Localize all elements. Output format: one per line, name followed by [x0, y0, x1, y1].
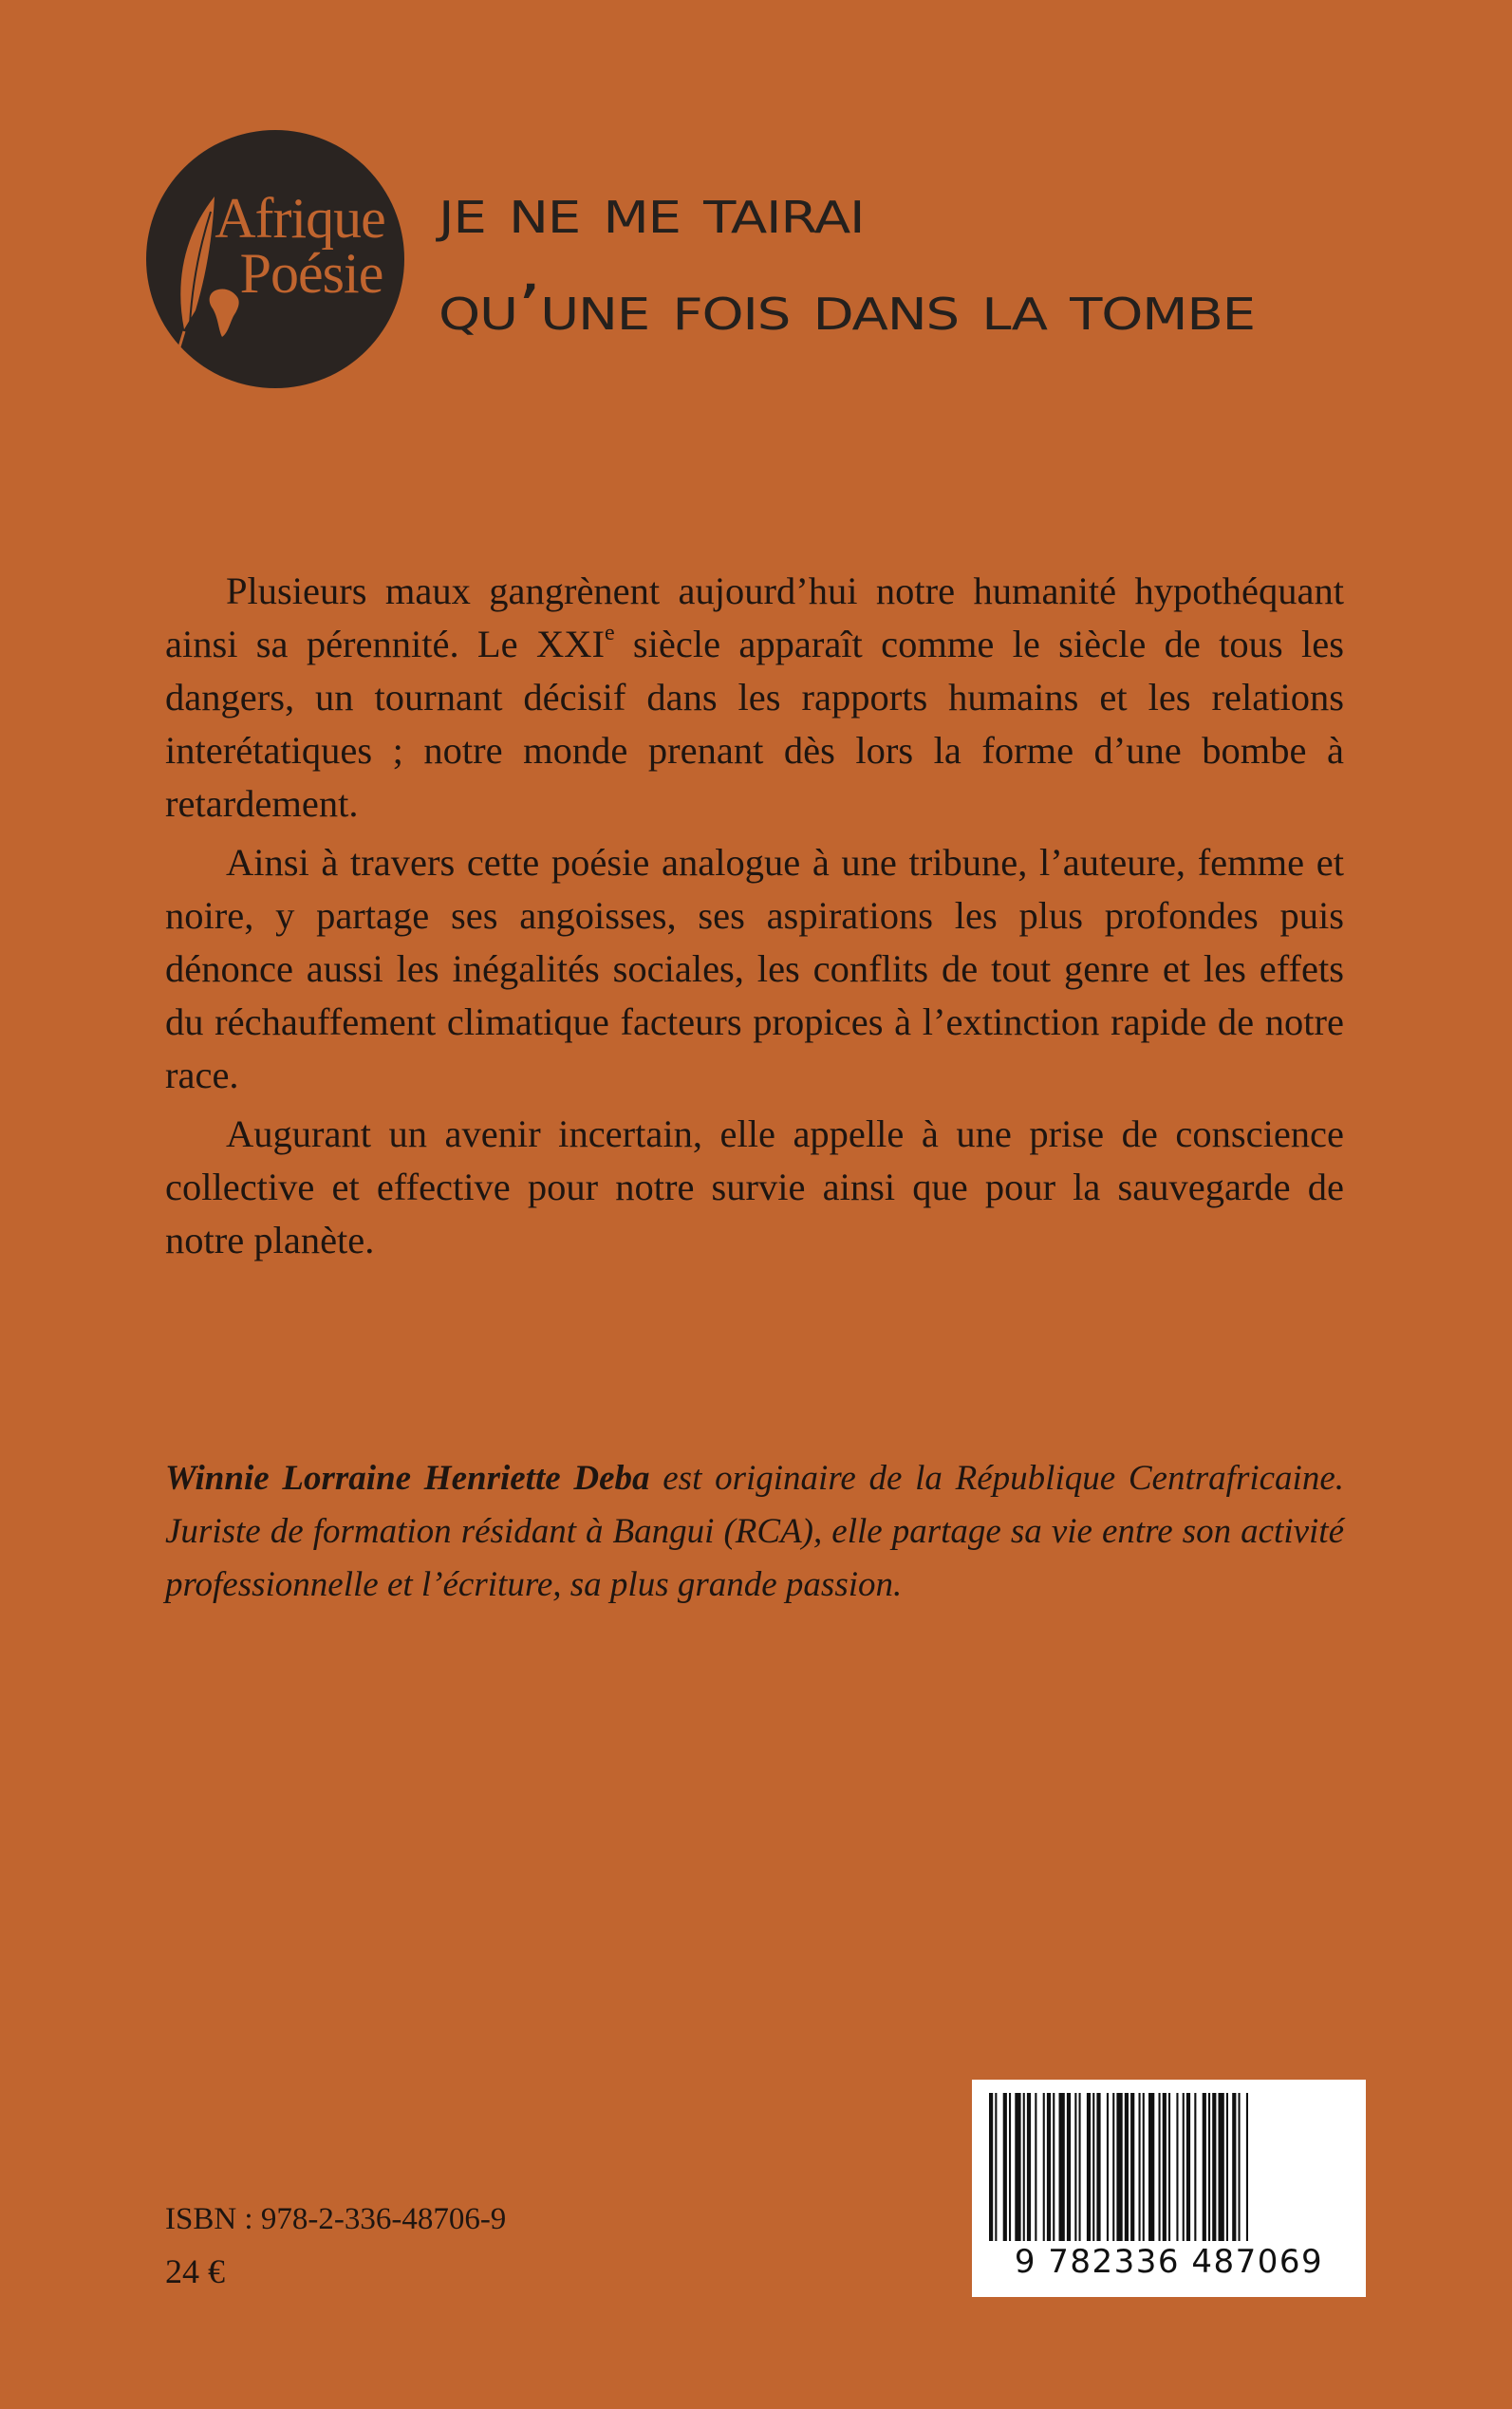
barcode-bar: [1246, 2093, 1248, 2241]
blurb-paragraph-3: Augurant un avenir incertain, elle appelle à une prise de conscience collective et effective pour notre survie ainsi que pour la sauvegarde de notre planète.: [165, 1112, 1344, 1261]
barcode: [972, 2080, 1366, 2297]
publisher-logo: [146, 130, 404, 388]
price: 24 €: [165, 2252, 225, 2290]
book-title: [439, 163, 1512, 357]
barcode-bar: [1130, 2093, 1134, 2241]
barcode-bar: [1047, 2093, 1051, 2241]
blurb-paragraph-1: [165, 565, 1344, 831]
barcode-bar: [1239, 2093, 1241, 2241]
barcode-bar: [1168, 2093, 1170, 2241]
barcode-bar: [1186, 2093, 1190, 2241]
barcode-bar: [1112, 2093, 1114, 2241]
barcode-bar: [1027, 2093, 1031, 2241]
blurb-p1-start: Plusieurs maux gangrènent aujourd’hui notre humanité hypothéquant ainsi sa pérennité. Le XXI: [165, 570, 1344, 665]
blurb-p1-end: siècle apparaît comme le siècle de tous les dangers, un tournant décisif dans les rapports humains et les relations interétatiques ; notre monde prenant dès lors la forme d’une bombe à retardement.: [165, 623, 1344, 825]
barcode-bar: [1183, 2093, 1185, 2241]
barcode-bar: [1226, 2093, 1228, 2241]
barcode-bar: [1116, 2093, 1122, 2241]
barcode-bar: [1053, 2093, 1055, 2241]
century-superscript: e: [604, 621, 615, 645]
barcode-bar: [1148, 2093, 1154, 2241]
barcode-digits: 9 782336 487069: [1014, 2243, 1324, 2281]
barcode-bar: [1023, 2093, 1025, 2241]
barcode-bar: [1159, 2093, 1161, 2241]
author-name: Winnie Lorraine Henriette Deba: [165, 1459, 650, 1498]
barcode-bar: [1096, 2093, 1100, 2241]
barcode-bar: [1079, 2093, 1081, 2241]
blurb-paragraph-2: Ainsi à travers cette poésie analogue à une tribune, l’auteure, femme et noire, y partage ses angoisses, ses aspirations les plus profondes puis dénonce aussi les inégalités sociales, les conflits de tout genre et les effets du réchauffement climatique facteurs propices à l’extinction rapide de notre race.: [165, 841, 1344, 1096]
barcode-bar: [1009, 2093, 1011, 2241]
barcode-bar: [1067, 2093, 1071, 2241]
book-blurb: [165, 565, 1344, 1273]
author-bio: [165, 1452, 1344, 1612]
barcode-bar: [1003, 2093, 1007, 2241]
barcode-bar: [1203, 2093, 1206, 2241]
barcode-bar: [1087, 2093, 1091, 2241]
barcode-bar: [1232, 2093, 1236, 2241]
barcode-bar: [1219, 2093, 1224, 2241]
barcode-bar: [989, 2093, 993, 2241]
title-line-1: je ne me tairai: [439, 175, 865, 248]
barcode-bar: [1163, 2093, 1167, 2241]
barcode-bar: [1212, 2093, 1216, 2241]
barcode-bar: [1092, 2093, 1094, 2241]
barcode-bar: [1074, 2093, 1076, 2241]
title-line-2: qu’une fois dans la tombe: [439, 271, 1255, 345]
barcode-bar: [1208, 2093, 1210, 2241]
isbn: ISBN : 978-2-336-48706-9: [165, 2202, 507, 2236]
barcode-bar: [1107, 2093, 1109, 2241]
barcode-bar: [1059, 2093, 1065, 2241]
barcode-bar: [1194, 2093, 1196, 2241]
logo-line-poesie: Poésie: [239, 242, 383, 305]
barcode-bar: [995, 2093, 997, 2241]
barcode-bar: [1125, 2093, 1129, 2241]
barcode-bar: [1176, 2093, 1178, 2241]
author-bio-text: est originaire de la République Centrafricaine. Juriste de formation résidant à Bangui (RCA), elle partage sa vie entre son activité professionnelle et l’écriture, sa plus grande passion.: [165, 1459, 1344, 1604]
logo-line-afrique: Afrique: [215, 187, 385, 250]
barcode-bar: [1143, 2093, 1145, 2241]
barcode-bar: [1035, 2093, 1036, 2241]
barcode-bar: [1015, 2093, 1020, 2241]
barcode-bar: [1139, 2093, 1141, 2241]
barcode-bar: [1043, 2093, 1045, 2241]
